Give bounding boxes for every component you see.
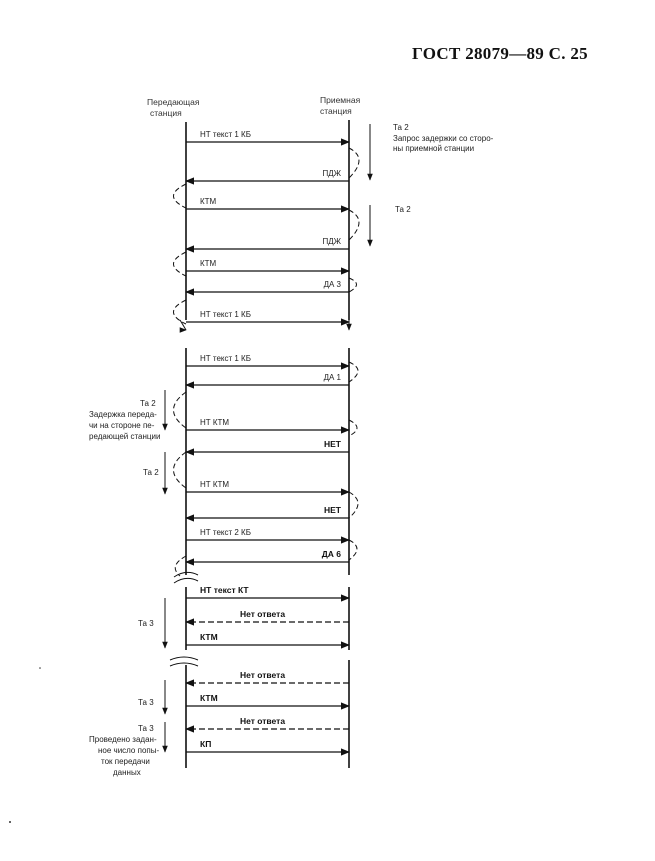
receiving-station-label: Приемная <box>320 95 361 105</box>
print-speck <box>39 667 41 669</box>
attempts-note: ток передачи <box>101 757 150 766</box>
message-label: НТ текст КТ <box>200 585 249 595</box>
ta3-note: Та 3 <box>138 619 154 628</box>
sending-station-label: Передающая <box>147 97 200 107</box>
ta2-note: Та 2 <box>143 468 159 477</box>
message-label: КТМ <box>200 693 218 703</box>
ta2-note: Та 2 <box>395 205 411 214</box>
attempts-note: ное число попы- <box>98 746 160 755</box>
messages <box>186 130 349 752</box>
message-label: КТМ <box>200 632 218 642</box>
delay-note: чи на стороне пе- <box>89 421 155 430</box>
delay-note: Задержка переда- <box>89 410 157 419</box>
attempts-note: данных <box>113 768 141 777</box>
message-label: НТ текст 1 КБ <box>200 310 251 319</box>
page-header: ГОСТ 28079—89 С. 25 <box>412 44 588 63</box>
message-label: КТМ <box>200 197 217 206</box>
message-label: Нет ответа <box>240 716 286 726</box>
message-label: НЕТ <box>324 505 341 515</box>
delay-note: ны приемной станции <box>393 144 475 153</box>
message-label: КП <box>200 739 212 749</box>
message-label: НЕТ <box>324 439 341 449</box>
sending-station-label: станция <box>150 108 182 118</box>
message-label: Нет ответа <box>240 670 286 680</box>
message-label: ПДЖ <box>322 169 341 178</box>
ta3-note: Та 3 <box>138 698 154 707</box>
ta2-note: Та 2 <box>140 399 156 408</box>
message-label: КТМ <box>200 259 217 268</box>
message-label: ДА 3 <box>323 280 341 289</box>
print-speck <box>9 821 11 823</box>
message-label: НТ текст 1 КБ <box>200 130 251 139</box>
attempts-note: Проведено задан- <box>89 735 157 744</box>
timing-notes <box>89 123 494 777</box>
ta2-note: Та 2 <box>393 123 409 132</box>
message-label: ДА 6 <box>321 549 341 559</box>
ta3-note: Та 3 <box>138 724 154 733</box>
message-label: НТ КТМ <box>200 418 230 427</box>
message-label: Нет ответа <box>240 609 286 619</box>
message-label: ПДЖ <box>322 237 341 246</box>
receiving-station-label: станция <box>320 106 352 116</box>
message-label: НТ текст 2 КБ <box>200 528 251 537</box>
message-label: НТ текст 1 КБ <box>200 354 251 363</box>
message-label: ДА 1 <box>323 373 341 382</box>
delay-note: редающей станции <box>89 432 161 441</box>
delay-note: Запрос задержки со сторо- <box>393 134 494 143</box>
message-label: НТ КТМ <box>200 480 230 489</box>
